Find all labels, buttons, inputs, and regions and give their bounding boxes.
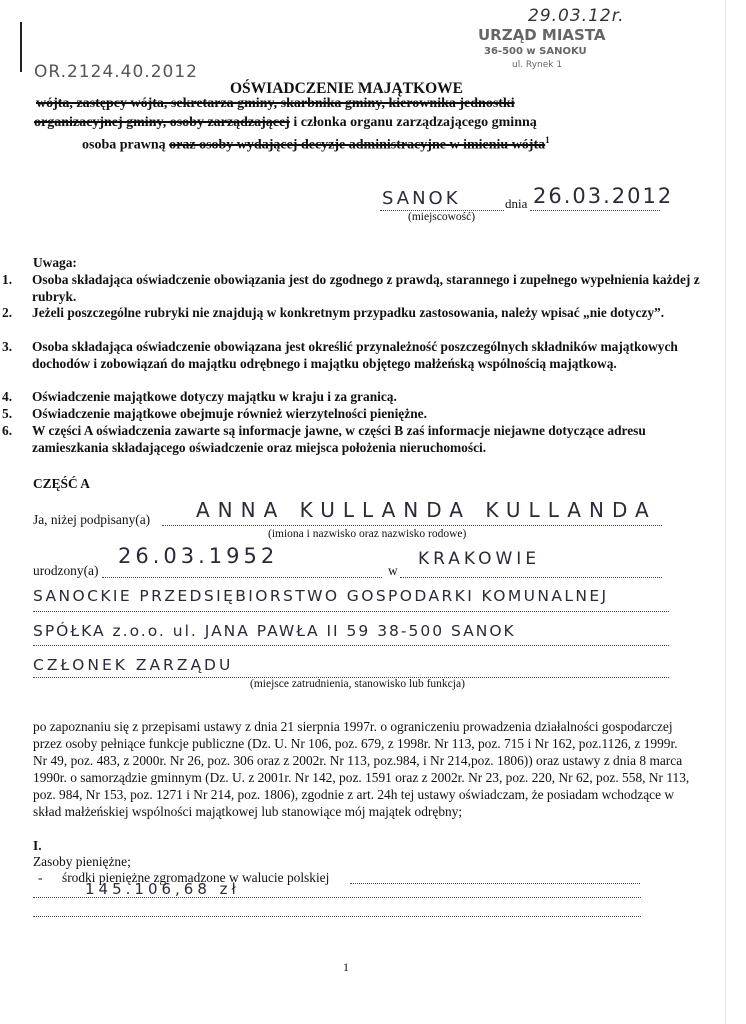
section-number: I. bbox=[33, 838, 42, 853]
note-number: 2. bbox=[2, 305, 13, 320]
note-item bbox=[2, 406, 742, 423]
margin-mark bbox=[20, 22, 22, 72]
part-a-heading: CZĘŚĆ A bbox=[33, 476, 90, 491]
document-title: OŚWIADCZENIE MAJĄTKOWE bbox=[230, 80, 463, 97]
employment-line-1: SANOCKIE PRZEDSIĘBIORSTWO GOSPODARKI KOMUNALNEJ bbox=[33, 587, 609, 605]
note-item bbox=[2, 423, 742, 457]
note-item bbox=[2, 272, 742, 306]
note-text: Oświadczenie majątkowe dotyczy majątku w kraju i za granicą. bbox=[32, 389, 397, 404]
pln-label-line bbox=[350, 883, 640, 884]
reference-number: OR.2124.40.2012 bbox=[34, 62, 198, 82]
bullet-dash: - bbox=[38, 870, 43, 885]
born-place-line bbox=[400, 577, 662, 578]
born-date-line bbox=[102, 577, 382, 578]
header-line-2 bbox=[34, 115, 537, 131]
date-value: 26.03.2012 bbox=[533, 184, 674, 208]
note-item bbox=[2, 339, 742, 391]
page-number: 1 bbox=[343, 960, 349, 974]
stamp-street: ul. Rynek 1 bbox=[512, 60, 563, 70]
note-text: Osoba składająca oświadczenie obowiązana jest określić przynależność poszczególnych składników majątkowych dochodów i zobowiązań do majątku odrębnego i majątku objętego małżeńską wspólnością majątkową. bbox=[32, 339, 678, 371]
employment-caption: (miejsce zatrudnienia, stanowisko lub funkcja) bbox=[250, 678, 465, 690]
born-label: urodzony(a) bbox=[33, 563, 99, 578]
pln-value-line bbox=[33, 897, 641, 898]
note-item bbox=[2, 305, 742, 339]
note-number: 3. bbox=[2, 339, 13, 354]
header-line-2-rest: i członka organu zarządzającego gminną bbox=[289, 115, 537, 130]
date-line bbox=[530, 210, 660, 211]
pln-value: 145.106,68 zł bbox=[85, 880, 240, 898]
resources-label: Zasoby pieniężne; bbox=[33, 854, 131, 869]
note-text: Oświadczenie majątkowe obejmuje również wierzytelności pieniężne. bbox=[32, 406, 427, 421]
receipt-stamp bbox=[470, 2, 625, 74]
place-value: SANOK bbox=[382, 188, 461, 209]
header-line-1: wójta, zastępcy wójta, sekretarza gminy, skarbnika gminy, kierownika jednostki bbox=[36, 96, 515, 111]
stamp-date: 29.03.12r. bbox=[528, 6, 625, 26]
employment-rule-2 bbox=[33, 645, 669, 646]
place-caption: (miejscowość) bbox=[408, 211, 476, 223]
born-date: 26.03.1952 bbox=[118, 544, 279, 568]
pln-label: środki pieniężne zgromadzone w walucie polskiej bbox=[62, 870, 330, 885]
statement-text: po zapoznaniu się z przepisami ustawy z dnia 21 sierpnia 1997r. o ograniczeniu prowadzenia działalności gospodarczej przez osoby pełniące funkcje publiczne (Dz. U. Nr 106, poz. 679, z 1998r. Nr 113, poz. 715 i Nr 162, poz.1126, z 1999r. Nr 49, poz. 483, z 2000r. Nr 26, poz. 306 oraz z 2002r. Nr 113, poz.984, i Nr 214,poz. 1806)) oraz ustawy z dnia 8 marca 1990r. o samorządzie gminnym (Dz. U. z 2001r. Nr 142, poz. 1591 oraz z 2002r. Nr 23, poz. 220, Nr 62, poz. 558, Nr 113, poz. 984, Nr 153, poz. 1271 i Nr 214, poz. 1806), zgodnie z art. 24h tej ustawy oświadczam, że posiadam wchodzące w skład małżeńskiej wspólności majątkowej lub stanowiące mój majątek odrębny; bbox=[33, 719, 690, 819]
header-line-3-start: osoba prawną bbox=[82, 137, 170, 153]
name-line bbox=[162, 525, 662, 526]
born-in-label: w bbox=[388, 563, 398, 578]
note-number: 6. bbox=[2, 423, 13, 438]
note-number: 5. bbox=[2, 406, 13, 421]
employment-line-3: CZŁONEK ZARZĄDU bbox=[33, 656, 234, 674]
header-line-2-struck: organizacyjnej gminy, osoby zarządzającej bbox=[34, 115, 290, 130]
notes-list bbox=[2, 272, 742, 455]
stamp-office: URZĄD MIASTA bbox=[478, 26, 606, 44]
notes-heading: Uwaga: bbox=[33, 255, 77, 270]
page-edge bbox=[725, 0, 726, 1024]
header-line-3 bbox=[82, 135, 550, 154]
date-label: dnia bbox=[505, 196, 528, 211]
born-place: KRAKOWIE bbox=[418, 549, 541, 569]
name-value: ANNA KULLANDA KULLANDA bbox=[196, 498, 657, 522]
employment-line-2: SPÓŁKA z.o.o. ul. JANA PAWŁA II 59 38-500 SANOK bbox=[33, 622, 516, 640]
footnote-marker: 1 bbox=[545, 135, 550, 145]
note-text: Osoba składająca oświadczenie obowiązania jest do zgodnego z prawdą, starannego i zupełnego wypełnienia każdej z rubryk. bbox=[32, 272, 700, 304]
stamp-city: 36-500 w SANOKU bbox=[484, 46, 587, 57]
employment-rule-1 bbox=[33, 611, 669, 612]
name-caption: (imiona i nazwisko oraz nazwisko rodowe) bbox=[268, 528, 467, 540]
note-item bbox=[2, 389, 742, 406]
header-line-3-struck: oraz osoby wydającej decyzje administracyjne w imieniu wójta bbox=[169, 137, 546, 153]
note-number: 4. bbox=[2, 389, 13, 404]
name-label: Ja, niżej podpisany(a) bbox=[33, 512, 151, 527]
note-text: Jeżeli poszczególne rubryki nie znajdują w konkretnym przypadku zastosowania, należy wpisać „nie dotyczy”. bbox=[32, 305, 665, 320]
note-text: W części A oświadczenia zawarte są informacje jawne, w części B zaś informacje niejawne dotyczące adresu zamieszkania składającego oświadczenie oraz miejsca położenia nieruchomości. bbox=[32, 423, 646, 455]
pln-extra-line bbox=[33, 916, 641, 917]
note-number: 1. bbox=[2, 272, 13, 287]
